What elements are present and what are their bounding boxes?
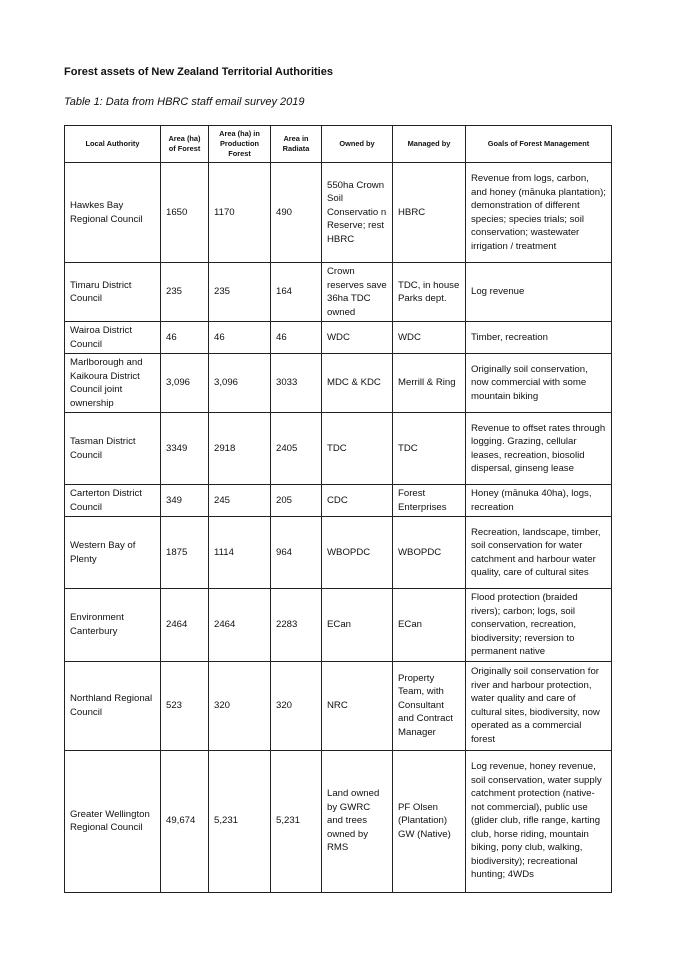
cell-area-forest: 46	[161, 322, 209, 354]
cell-authority: Tasman District Council	[65, 413, 161, 485]
cell-area-forest: 349	[161, 485, 209, 517]
cell-goals: Originally soil conservation, now commercial with some mountain biking	[466, 354, 612, 413]
cell-area-forest: 235	[161, 263, 209, 322]
cell-area-forest: 49,674	[161, 750, 209, 892]
table-row	[65, 750, 612, 892]
cell-area-radiata: 2405	[271, 413, 322, 485]
cell-managed-by: TDC	[393, 413, 466, 485]
cell-authority: Hawkes Bay Regional Council	[65, 163, 161, 263]
cell-owned-by: ECan	[322, 589, 393, 662]
cell-area-radiata: 320	[271, 661, 322, 750]
cell-area-production: 2918	[209, 413, 271, 485]
cell-area-production: 245	[209, 485, 271, 517]
cell-goals: Honey (mānuka 40ha), logs, recreation	[466, 485, 612, 517]
cell-managed-by: Forest Enterprises	[393, 485, 466, 517]
table-header-row	[65, 126, 612, 163]
cell-area-radiata: 964	[271, 517, 322, 589]
cell-managed-by: WBOPDC	[393, 517, 466, 589]
cell-owned-by: CDC	[322, 485, 393, 517]
cell-area-radiata: 164	[271, 263, 322, 322]
cell-managed-by: Merrill & Ring	[393, 354, 466, 413]
cell-area-production: 235	[209, 263, 271, 322]
header-area-radiata: Area in Radiata	[271, 126, 322, 163]
header-area-forest: Area (ha) of Forest	[161, 126, 209, 163]
forest-assets-table	[64, 125, 612, 893]
cell-area-radiata: 46	[271, 322, 322, 354]
cell-managed-by: HBRC	[393, 163, 466, 263]
cell-area-forest: 523	[161, 661, 209, 750]
cell-goals: Revenue to offset rates through logging. Grazing, cellular leases, recreation, biosolid dispersal, ginseng lease	[466, 413, 612, 485]
cell-authority: Wairoa District Council	[65, 322, 161, 354]
cell-area-forest: 3,096	[161, 354, 209, 413]
header-goals: Goals of Forest Management	[466, 126, 612, 163]
cell-area-radiata: 205	[271, 485, 322, 517]
cell-owned-by: MDC & KDC	[322, 354, 393, 413]
cell-managed-by: TDC, in house Parks dept.	[393, 263, 466, 322]
cell-managed-by: ECan	[393, 589, 466, 662]
cell-owned-by: 550ha Crown Soil Conservatio n Reserve; rest HBRC	[322, 163, 393, 263]
cell-area-production: 5,231	[209, 750, 271, 892]
table-row	[65, 589, 612, 662]
header-local-authority: Local Authority	[65, 126, 161, 163]
cell-goals: Recreation, landscape, timber, soil conservation for water catchment and harbour water quality, care of cultural sites	[466, 517, 612, 589]
cell-area-production: 1114	[209, 517, 271, 589]
cell-area-production: 1170	[209, 163, 271, 263]
cell-authority: Northland Regional Council	[65, 661, 161, 750]
header-owned-by: Owned by	[322, 126, 393, 163]
header-area-production: Area (ha) in Production Forest	[209, 126, 271, 163]
cell-area-forest: 3349	[161, 413, 209, 485]
cell-goals: Log revenue	[466, 263, 612, 322]
cell-managed-by: PF Olsen (Plantation) GW (Native)	[393, 750, 466, 892]
cell-area-forest: 1650	[161, 163, 209, 263]
cell-area-radiata: 2283	[271, 589, 322, 662]
cell-authority: Greater Wellington Regional Council	[65, 750, 161, 892]
cell-area-radiata: 3033	[271, 354, 322, 413]
cell-area-production: 2464	[209, 589, 271, 662]
cell-goals: Revenue from logs, carbon, and honey (mānuka plantation); demonstration of different species; species trials; soil conservation; wastewater irrigation / treatment	[466, 163, 612, 263]
table-row	[65, 322, 612, 354]
cell-owned-by: Land owned by GWRC and trees owned by RMS	[322, 750, 393, 892]
document-title: Forest assets of New Zealand Territorial Authorities	[64, 66, 333, 78]
table-caption: Table 1: Data from HBRC staff email survey 2019	[64, 96, 305, 108]
cell-area-production: 3,096	[209, 354, 271, 413]
table-row	[65, 413, 612, 485]
cell-goals: Timber, recreation	[466, 322, 612, 354]
cell-area-radiata: 5,231	[271, 750, 322, 892]
cell-owned-by: TDC	[322, 413, 393, 485]
cell-managed-by: Property Team, with Consultant and Contract Manager	[393, 661, 466, 750]
cell-authority: Environment Canterbury	[65, 589, 161, 662]
cell-area-production: 320	[209, 661, 271, 750]
cell-goals: Log revenue, honey revenue, soil conservation, water supply catchment protection (native- not commercial), public use (glider club, rifle range, karting club, horse riding, mountain biking, pony club, walking, biodiversity); recreational hunting; 4WDs	[466, 750, 612, 892]
header-managed-by: Managed by	[393, 126, 466, 163]
table-row	[65, 263, 612, 322]
cell-goals: Originally soil conservation for river and harbour protection, water quality and care of cultural sites, biodiversity, now operated as a commercial forest	[466, 661, 612, 750]
cell-area-radiata: 490	[271, 163, 322, 263]
table-row	[65, 517, 612, 589]
cell-authority: Carterton District Council	[65, 485, 161, 517]
cell-owned-by: WBOPDC	[322, 517, 393, 589]
cell-area-forest: 2464	[161, 589, 209, 662]
table-row	[65, 485, 612, 517]
cell-managed-by: WDC	[393, 322, 466, 354]
cell-authority: Timaru District Council	[65, 263, 161, 322]
table-row	[65, 163, 612, 263]
table-row	[65, 661, 612, 750]
cell-goals: Flood protection (braided rivers); carbon; logs, soil conservation, recreation, biodiversity; reversion to permanent native	[466, 589, 612, 662]
cell-authority: Marlborough and Kaikoura District Council joint ownership	[65, 354, 161, 413]
table-row	[65, 354, 612, 413]
cell-authority: Western Bay of Plenty	[65, 517, 161, 589]
cell-owned-by: WDC	[322, 322, 393, 354]
cell-owned-by: NRC	[322, 661, 393, 750]
cell-area-forest: 1875	[161, 517, 209, 589]
cell-owned-by: Crown reserves save 36ha TDC owned	[322, 263, 393, 322]
cell-area-production: 46	[209, 322, 271, 354]
